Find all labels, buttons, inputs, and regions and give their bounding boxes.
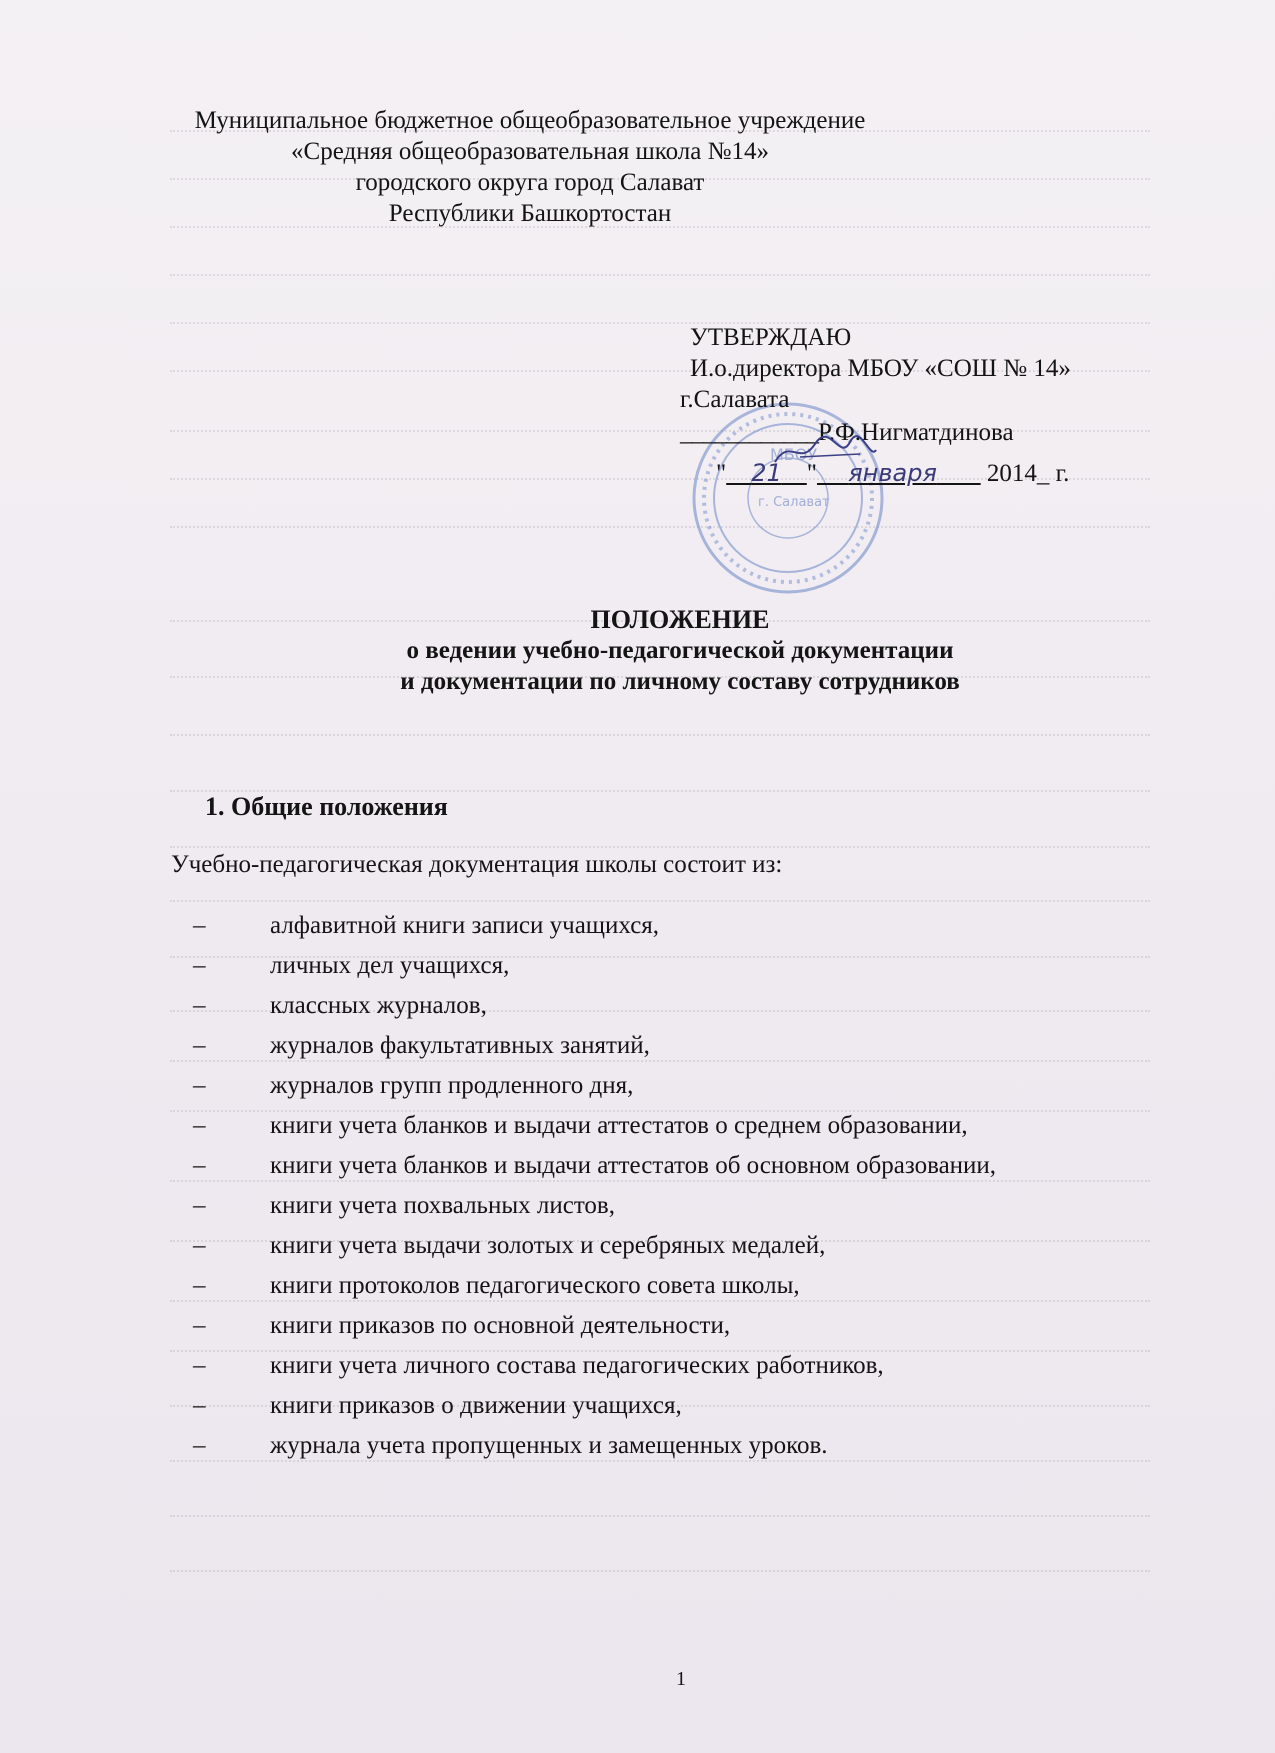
list-item-text: книги учета похвальных листов,	[270, 1192, 615, 1219]
list-bullet: –	[193, 1352, 206, 1379]
list-item-text: книги приказов по основной деятельности,	[270, 1312, 731, 1339]
list-item-text: журнала учета пропущенных и замещенных уроков.	[270, 1432, 828, 1459]
director-position: И.о.директора МБОУ «СОШ № 14»	[690, 355, 1071, 382]
list-item-text: книги приказов о движении учащихся,	[270, 1392, 682, 1419]
list-item-text: алфавитной книги записи учащихся,	[270, 912, 660, 939]
approve-label: УТВЕРЖДАЮ	[690, 324, 852, 351]
title-line: о ведении учебно-педагогической документации	[406, 637, 954, 664]
date-month: января	[848, 459, 937, 487]
list-bullet: –	[193, 1112, 206, 1139]
signature-line: ____________Р.Ф.Нигматдинова	[680, 419, 1014, 446]
show-through-line	[170, 1515, 1150, 1523]
list-bullet: –	[193, 952, 206, 979]
list-bullet: –	[193, 912, 206, 939]
list-item-text: журналов групп продленного дня,	[270, 1072, 634, 1099]
show-through-line	[170, 734, 1150, 742]
list-item-text: книги учета личного состава педагогических работников,	[270, 1352, 884, 1379]
show-through-line	[170, 1570, 1150, 1578]
list-item-text: книги учета выдачи золотых и серебряных медалей,	[270, 1232, 826, 1259]
stamp-text: г. Салават	[758, 495, 830, 510]
show-through-line	[170, 274, 1150, 282]
date-line: " 21 " января 2014_ г.	[716, 459, 1070, 487]
page-number: 1	[676, 1668, 686, 1690]
list-item-text: книги учета бланков и выдачи аттестатов о среднем образовании,	[270, 1112, 968, 1139]
list-bullet: –	[193, 1032, 206, 1059]
list-bullet: –	[193, 1072, 206, 1099]
signature-name: Р.Ф.Нигматдинова	[818, 419, 1014, 446]
title-line: ПОЛОЖЕНИЕ	[590, 605, 770, 634]
document-title	[320, 604, 1040, 697]
list-item-text: журналов факультативных занятий,	[270, 1032, 650, 1059]
list-bullet: –	[193, 1312, 206, 1339]
header-line: «Средняя общеобразовательная школа №14»	[291, 138, 769, 165]
list-bullet: –	[193, 1272, 206, 1299]
list-item-text: книги протоколов педагогического совета школы,	[270, 1272, 800, 1299]
section-heading: 1. Общие положения	[205, 792, 448, 821]
list-item-text: личных дел учащихся,	[270, 952, 510, 979]
title-line: и документации по личному составу сотрудников	[400, 668, 960, 695]
header-line: городского округа город Салават	[355, 169, 705, 196]
list-item-text: книги учета бланков и выдачи аттестатов об основном образовании,	[270, 1152, 997, 1179]
stamp-text: МБОУ	[770, 445, 818, 464]
section-intro: Учебно-педагогическая документация школы состоит из:	[171, 851, 783, 878]
city-name: г.Салавата	[680, 386, 790, 413]
date-year: 2014_ г.	[986, 460, 1070, 487]
show-through-line	[170, 526, 1150, 534]
institution-header	[150, 105, 910, 229]
list-bullet: –	[193, 1152, 206, 1179]
list-bullet: –	[193, 1232, 206, 1259]
header-line: Республики Башкортостан	[388, 200, 672, 227]
list-bullet: –	[193, 992, 206, 1019]
list-bullet: –	[193, 1192, 206, 1219]
list-bullet: –	[193, 1392, 206, 1419]
list-bullet: –	[193, 1432, 206, 1459]
header-line: Муниципальное бюджетное общеобразовательное учреждение	[194, 107, 866, 134]
list-item-text: классных журналов,	[270, 992, 487, 1019]
date-day: 21	[751, 459, 782, 487]
approval-block	[680, 322, 1071, 415]
